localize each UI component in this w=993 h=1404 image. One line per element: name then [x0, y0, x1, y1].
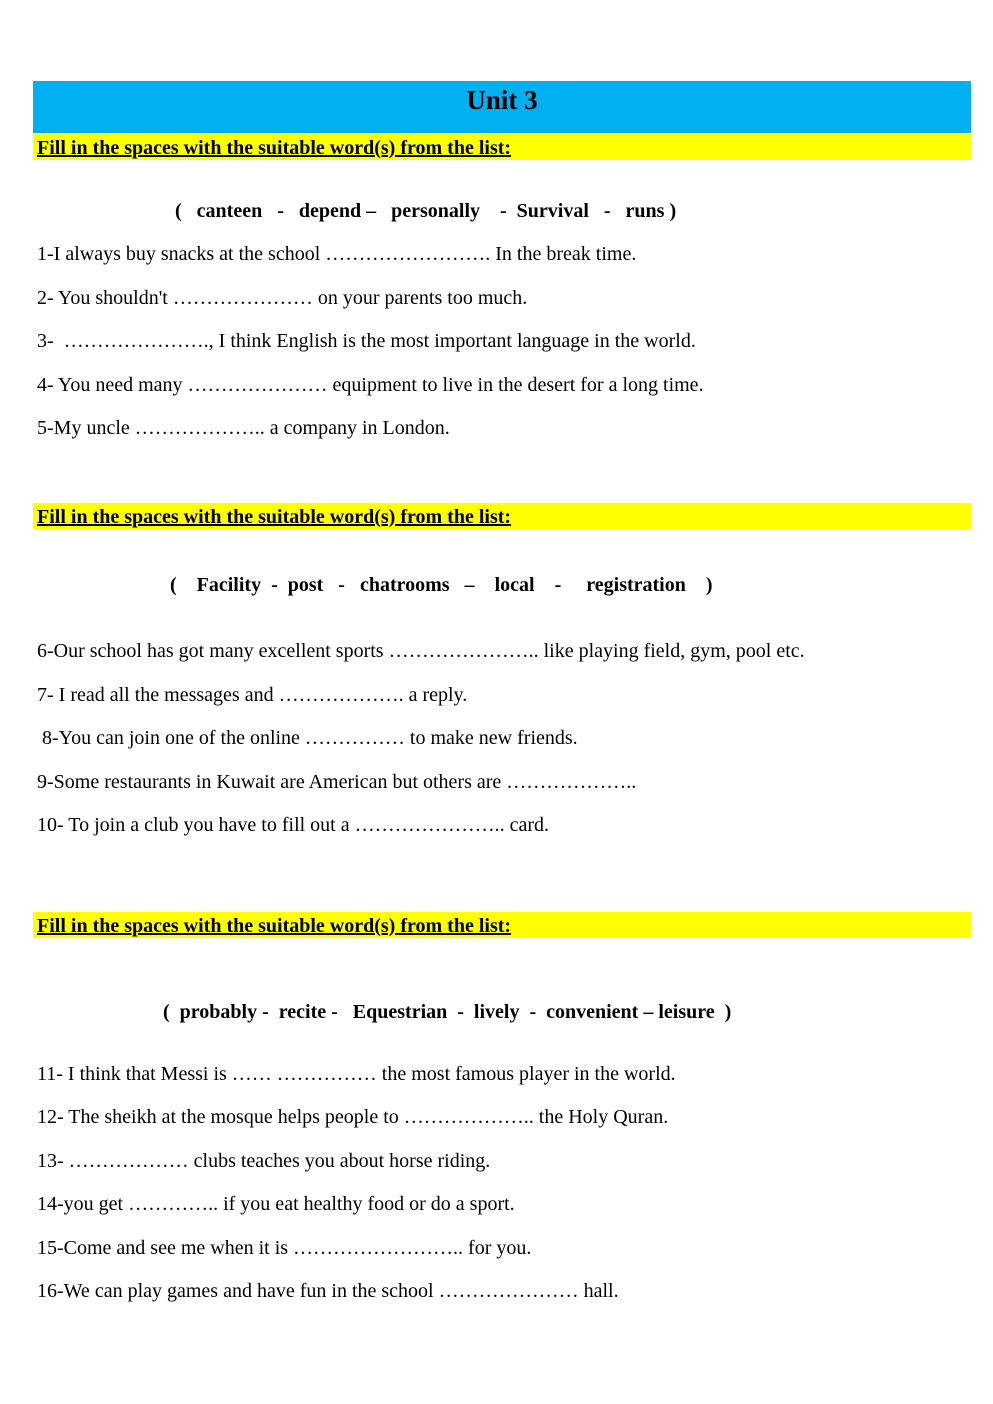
question-6: 6-Our school has got many excellent sports ………………….. like playing field, gym, pool etc.	[37, 640, 805, 662]
question-15: 15-Come and see me when it is …………………….. for you.	[37, 1237, 532, 1259]
question-12: 12- The sheikh at the mosque helps people to ……………….. the Holy Quran.	[37, 1106, 669, 1128]
question-14: 14-you get ………….. if you eat healthy food or do a sport.	[37, 1193, 515, 1215]
instruction-banner-2	[33, 503, 971, 529]
question-13: 13- ……………… clubs teaches you about horse riding.	[37, 1150, 491, 1172]
question-3: 3- …………………., I think English is the most important language in the world.	[37, 330, 696, 352]
instruction-banner-1	[33, 134, 971, 160]
question-5: 5-My uncle ……………….. a company in London.	[37, 417, 450, 439]
instruction-text-1: Fill in the spaces with the suitable word(s) from the list:	[37, 137, 512, 159]
instruction-text-3: Fill in the spaces with the suitable word(s) from the list:	[37, 915, 512, 937]
unit-title: Unit 3	[33, 81, 971, 133]
question-16: 16-We can play games and have fun in the school ………………… hall.	[37, 1280, 619, 1302]
instruction-text-2: Fill in the spaces with the suitable word(s) from the list:	[37, 506, 512, 528]
word-list-3: ( probably - recite - Equestrian - lively - convenient – leisure )	[163, 1001, 732, 1023]
question-7: 7- I read all the messages and ………………. a reply.	[37, 684, 468, 706]
question-8: 8-You can join one of the online …………… to make new friends.	[37, 727, 578, 749]
word-list-2: ( Facility - post - chatrooms – local - registration )	[170, 574, 713, 596]
question-2: 2- You shouldn't ………………… on your parents too much.	[37, 287, 528, 309]
instruction-banner-3	[33, 912, 971, 938]
question-10: 10- To join a club you have to fill out a ………………….. card.	[37, 814, 550, 836]
question-11: 11- I think that Messi is …… …………… the most famous player in the world.	[37, 1063, 676, 1085]
question-9: 9-Some restaurants in Kuwait are American but others are ………………..	[37, 771, 637, 793]
question-1: 1-I always buy snacks at the school ……………………. In the break time.	[37, 243, 637, 265]
question-4: 4- You need many ………………… equipment to live in the desert for a long time.	[37, 374, 704, 396]
word-list-1: ( canteen - depend – personally - Survival - runs )	[175, 200, 677, 222]
